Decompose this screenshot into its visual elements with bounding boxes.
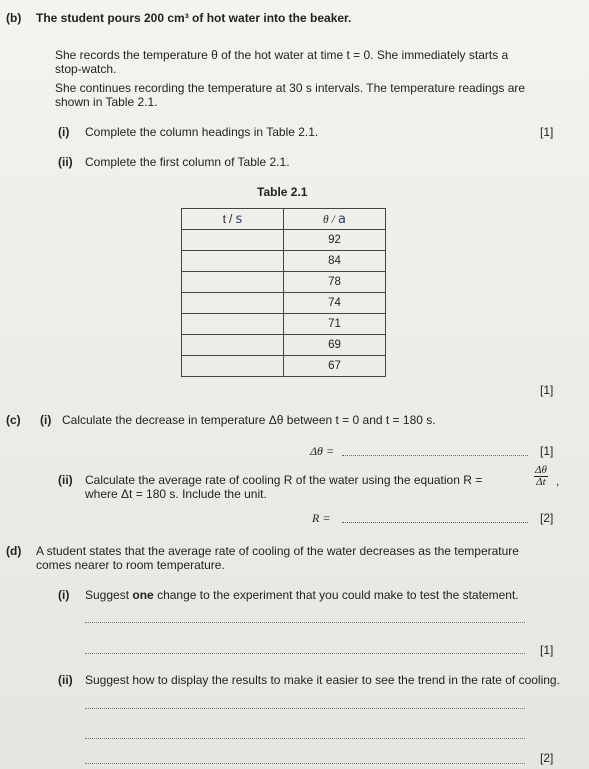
temperature-cell: 71 xyxy=(284,314,386,335)
part-d-line1: A student states that the average rate of cooling of the water decreases as the temperature xyxy=(36,544,519,558)
part-b-para2-line1: She continues recording the temperature at 30 s intervals. The temperature readings are xyxy=(55,81,526,95)
table-marks: [1] xyxy=(540,383,554,397)
d-i-text xyxy=(85,588,519,602)
d-ii-answer-line-3[interactable] xyxy=(85,763,525,764)
time-cell[interactable] xyxy=(182,314,284,335)
table-row xyxy=(182,356,386,377)
c-ii-line1: Calculate the average rate of cooling R of the water using the equation R = xyxy=(85,473,483,487)
header-time-printed: t / xyxy=(222,213,233,226)
b-ii-label: (ii) xyxy=(58,155,73,169)
temperature-table xyxy=(181,208,386,377)
c-ii-answer-line[interactable] xyxy=(342,522,528,523)
c-i-answer-prefix: Δθ = xyxy=(310,444,335,458)
time-cell[interactable] xyxy=(182,335,284,356)
table-row xyxy=(182,272,386,293)
d-i-text-bold: one xyxy=(132,588,154,602)
temperature-cell: 78 xyxy=(284,272,386,293)
header-temperature-printed: θ / xyxy=(323,213,335,226)
header-time-handwritten: s xyxy=(235,211,243,227)
part-b-para2-line2: shown in Table 2.1. xyxy=(55,95,158,109)
table-row xyxy=(182,314,386,335)
b-i-label: (i) xyxy=(58,125,70,139)
time-cell[interactable] xyxy=(182,293,284,314)
b-i-marks: [1] xyxy=(540,125,554,139)
d-ii-answer-line-2[interactable] xyxy=(85,738,525,739)
c-i-answer-line[interactable] xyxy=(342,455,528,456)
part-b-label: (b) xyxy=(6,11,22,25)
d-ii-marks: [2] xyxy=(540,751,554,765)
c-i-text: Calculate the decrease in temperature Δθ between t = 0 and t = 180 s. xyxy=(62,413,436,427)
b-ii-text: Complete the first column of Table 2.1. xyxy=(85,155,290,169)
d-i-answer-line-2[interactable] xyxy=(85,653,525,654)
table-row xyxy=(182,293,386,314)
header-temperature-handwritten: a xyxy=(337,211,346,227)
part-d-label: (d) xyxy=(6,544,22,558)
d-ii-answer-line-1[interactable] xyxy=(85,708,525,709)
table-header-row xyxy=(182,209,386,230)
d-i-marks: [1] xyxy=(540,643,554,657)
c-ii-fraction-tail: , xyxy=(556,474,560,488)
table-row xyxy=(182,251,386,272)
part-d-line2: comes nearer to room temperature. xyxy=(36,558,225,572)
time-cell[interactable] xyxy=(182,356,284,377)
table-row xyxy=(182,335,386,356)
d-ii-text: Suggest how to display the results to make it easier to see the trend in the rate of cooling. xyxy=(85,673,560,687)
part-b-para1-line1: She records the temperature θ of the hot water at time t = 0. She immediately starts a xyxy=(55,48,509,62)
c-ii-fraction-numerator: Δθ xyxy=(535,464,547,476)
c-ii-fraction xyxy=(534,465,548,488)
temperature-cell: 67 xyxy=(284,356,386,377)
d-i-answer-line-1[interactable] xyxy=(85,622,525,623)
b-i-text: Complete the column headings in Table 2.1. xyxy=(85,125,319,139)
temperature-cell: 92 xyxy=(284,230,386,251)
part-b-intro: The student pours 200 cm³ of hot water into the beaker. xyxy=(36,11,352,25)
time-cell[interactable] xyxy=(182,272,284,293)
part-b-para1-line2: stop-watch. xyxy=(55,62,117,76)
table-title: Table 2.1 xyxy=(257,185,308,199)
c-ii-label: (ii) xyxy=(58,473,73,487)
time-cell[interactable] xyxy=(182,251,284,272)
d-i-text-after: change to the experiment that you could make to test the statement. xyxy=(157,588,519,602)
d-ii-label: (ii) xyxy=(58,673,73,687)
c-ii-fraction-denominator: Δt xyxy=(536,476,546,488)
c-ii-line2: where Δt = 180 s. Include the unit. xyxy=(85,487,267,501)
header-temperature[interactable] xyxy=(284,209,386,230)
time-cell[interactable] xyxy=(182,230,284,251)
d-i-text-before: Suggest xyxy=(85,588,130,602)
header-time[interactable] xyxy=(182,209,284,230)
d-i-label: (i) xyxy=(58,588,70,602)
c-ii-marks: [2] xyxy=(540,511,554,525)
temperature-cell: 74 xyxy=(284,293,386,314)
c-i-label: (i) xyxy=(40,413,52,427)
c-i-marks: [1] xyxy=(540,444,554,458)
c-ii-answer-prefix: R = xyxy=(312,511,331,525)
temperature-cell: 69 xyxy=(284,335,386,356)
part-c-label: (c) xyxy=(6,413,21,427)
table-row xyxy=(182,230,386,251)
temperature-cell: 84 xyxy=(284,251,386,272)
